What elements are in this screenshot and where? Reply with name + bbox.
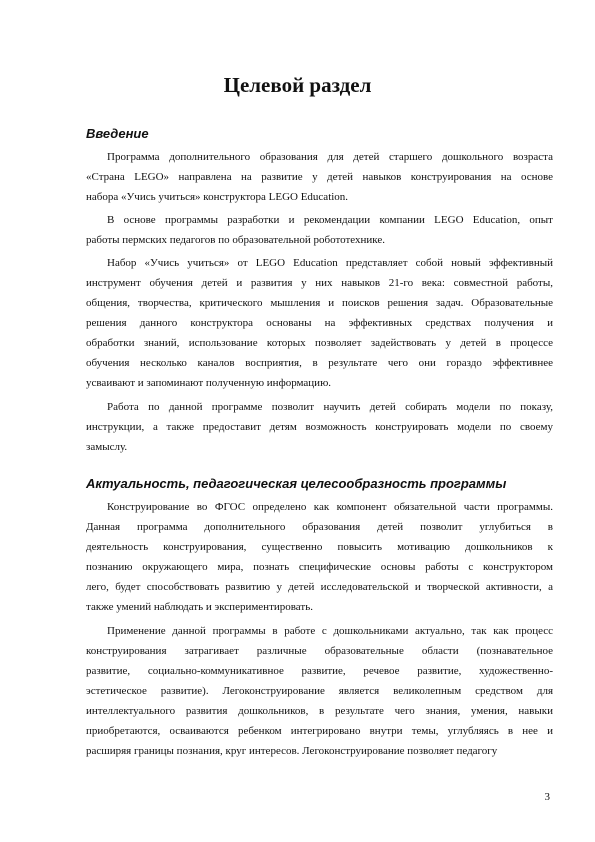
page-number: 3 xyxy=(544,791,550,803)
text-line: Конструирование во ФГОС определено как компонент обязательной части программы. xyxy=(107,501,553,513)
text-line: Набор «Учись учиться» от LEGO Education представляет собой новый эффективный xyxy=(107,257,553,269)
text-line: Применение данной программы в работе с дошкольниками актуально, так как процесс xyxy=(107,625,553,637)
text-line: усваивают и запоминают полученную информацию. xyxy=(86,377,332,389)
text-line: Данная программа дополнительного образования детей позволит углубиться в xyxy=(86,521,553,533)
text-line: приобретаются, осваиваются ребенком интегрировано внутри темы, углубляясь в нее и xyxy=(86,725,553,737)
text-line: развитие, социально-коммуникативное развитие, речевое развитие, художественно- xyxy=(86,665,553,677)
text-line: познанию окружающего мира, познать специфические основы работы с конструктором xyxy=(86,561,553,573)
text-line: инструмент обучения детей и развития у них навыков 21-го века: совместной работы, xyxy=(86,277,553,289)
page-title: Целевой раздел xyxy=(223,73,372,97)
text-line: работы пермских педагогов по образовательной робототехнике. xyxy=(86,234,385,246)
text-line: «Страна LEGO» направлена на развитие у детей навыков конструирования на основе xyxy=(86,171,553,183)
text-line: конструирования затрагивает различные образовательные области (познавательное xyxy=(86,645,553,657)
text-line: В основе программы разработки и рекомендации компании LEGO Education, опыт xyxy=(107,214,553,226)
text-line: замыслу. xyxy=(86,441,128,453)
text-line: Программа дополнительного образования для детей старшего дошкольного возраста xyxy=(107,151,553,163)
text-line: набора «Учись учиться» конструктора LEGO Education. xyxy=(86,191,349,203)
text-line: расширяя границы познания, круг интересов. Легоконструирование позволяет педагогу xyxy=(86,745,498,757)
text-line: интеллектуального развития дошкольников, в результате чего знания, умения, навыки xyxy=(86,705,553,717)
text-line: лего, будет способствовать развитию у детей исследовательской и творческой активности, а xyxy=(86,581,553,593)
text-line: обработки знаний, использование которых позволяет задействовать у детей в процессе xyxy=(86,337,553,349)
section-heading-introduction: Введение xyxy=(86,126,149,141)
section-heading-relevance: Актуальность, педагогическая целесообразность программы xyxy=(86,476,507,491)
text-line: Работа по данной программе позволит научить детей собирать модели по показу, xyxy=(107,401,553,413)
text-line: эстетическое развитие). Легоконструирование является великолепным средством для xyxy=(86,685,553,697)
text-line: общения, творчества, критического мышления и поисков решения задач. Образовательные xyxy=(86,297,553,309)
text-line: также умений наблюдать и экспериментировать. xyxy=(86,601,313,613)
text-line: решения данного конструктора основаны на эффективных средствах получения и xyxy=(86,317,553,329)
text-line: деятельность конструирования, существенно повысить мотивацию дошкольников к xyxy=(86,541,553,553)
text-line: инструкции, а также предоставит детям возможность конструировать модели по своему xyxy=(86,421,553,433)
text-line: обучения несколько каналов восприятия, в результате чего они гораздо эффективнее xyxy=(86,357,553,369)
